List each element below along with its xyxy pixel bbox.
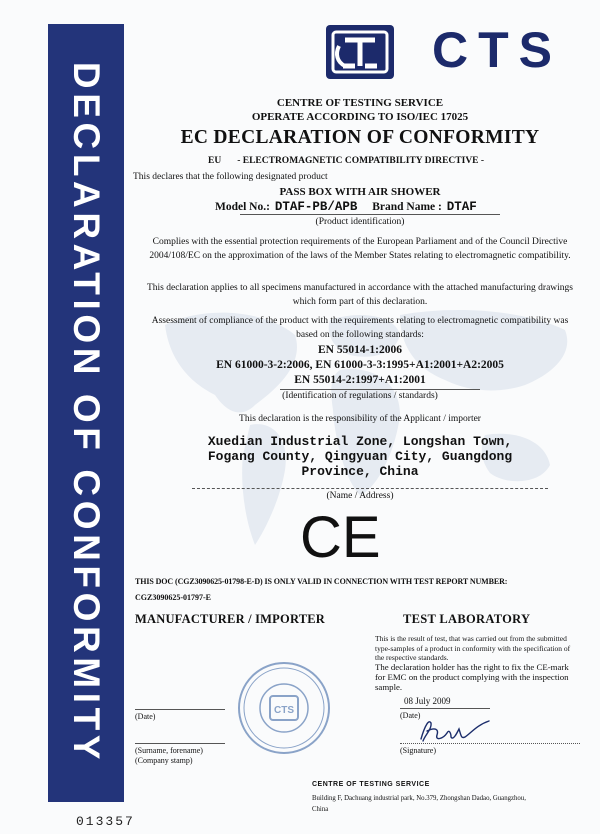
- document-title: EC DECLARATION OF CONFORMITY: [180, 127, 540, 148]
- standard-line: EN 55014-2:1997+A1:2001: [294, 374, 426, 386]
- address-line: Fogang County, Qingyuan City, Guangdong: [207, 449, 513, 464]
- vertical-title: DECLARATION OF CONFORMITY: [66, 61, 107, 765]
- lab-result-text: This is the result of test, that was carried out from the submitted type-samples of a product in conformity with the specification of the respective standards.: [375, 634, 571, 662]
- doc-validity-text: THIS DOC (CGZ3090625-01798-E-D) IS ONLY VALID IN CONNECTION WITH TEST REPORT NUMBER:: [135, 577, 508, 586]
- sidebar-banner: [48, 24, 124, 802]
- serial-number: 013357: [76, 814, 135, 829]
- lab-date-caption: (Date): [400, 711, 421, 720]
- lab-signature-caption: (Signature): [400, 746, 436, 755]
- model-label: Model No.:: [215, 201, 270, 213]
- report-number: CGZ3090625-01797-E: [135, 593, 211, 602]
- model-brand-line: [215, 200, 477, 214]
- applicant-address: [160, 434, 560, 479]
- product-id-caption: (Product identification): [315, 217, 405, 227]
- lab-date-line: [400, 708, 490, 709]
- manufacturer-date-line: [135, 709, 225, 710]
- address-divider: [192, 488, 548, 489]
- address-caption: (Name / Address): [326, 491, 394, 501]
- address-line: Xuedian Industrial Zone, Longshan Town,: [207, 434, 513, 449]
- accreditation-standard: OPERATE ACCORDING TO ISO/IEC 17025: [251, 111, 469, 123]
- manufacturer-heading: MANUFACTURER / IMPORTER: [135, 612, 326, 626]
- test-laboratory-heading: TEST LABORATORY: [403, 612, 531, 626]
- assessment-paragraph: Assessment of compliance of the product with the requirements relating to electromagnetic compatibility was based on the following standards:: [151, 316, 569, 340]
- responsibility-text: This declaration is the responsibility of the Applicant / importer: [239, 414, 481, 424]
- directive-name: - ELECTROMAGNETIC COMPATIBILITY DIRECTIVE -: [237, 156, 485, 166]
- standards-divider: [280, 389, 480, 390]
- lab-signature-line: [400, 743, 580, 744]
- directive-prefix: EU: [208, 156, 222, 166]
- ce-mark-icon: [300, 510, 382, 562]
- regulations-caption: (Identification of regulations / standards): [282, 391, 438, 401]
- standard-line: EN 55014-1:2006: [317, 344, 402, 356]
- manufacturer-signature-line: [135, 743, 225, 744]
- declares-text: This declares that the following designated product: [133, 172, 328, 182]
- standard-line: EN 61000-3-2:2006, EN 61000-3-3:1995+A1:2001+A2:2005: [216, 359, 504, 371]
- organization-name: CENTRE OF TESTING SERVICE: [276, 97, 444, 109]
- scope-paragraph: This declaration applies to all specimens manufactured in accordance with the attached manufacturing drawings which form part of this declaration.: [146, 283, 573, 307]
- manufacturer-date-caption: (Date): [135, 712, 156, 721]
- directive-line: [208, 156, 484, 166]
- brand-label: Brand Name :: [372, 201, 442, 213]
- stamp-text: CTS: [274, 705, 294, 716]
- model-number: DTAF-PB/APB: [274, 200, 358, 214]
- company-seal-stamp: [236, 660, 332, 756]
- product-name: PASS BOX WITH AIR SHOWER: [279, 186, 441, 198]
- brand-name: DTAF: [446, 200, 477, 214]
- lab-rights-text: The declaration holder has the right to fix the CE-mark for EMC on the product complying with the inspection sample.: [375, 662, 569, 692]
- cts-logo-icon: [325, 24, 395, 80]
- ce-mark-text: CE: [300, 510, 381, 562]
- manufacturer-name-caption: (Surname, forename): [135, 746, 203, 755]
- address-line: Province, China: [301, 464, 419, 479]
- product-divider: [240, 214, 500, 215]
- lab-date: 08 July 2009: [404, 696, 451, 706]
- manufacturer-stamp-caption: (Company stamp): [135, 756, 193, 765]
- footer-address: Building F, Dachuang industrial park, No.379, Zhongshan Dadao, Guangzhou, China: [312, 795, 526, 813]
- cts-wordmark: CTS: [432, 22, 562, 78]
- footer-organization: CENTRE OF TESTING SERVICE: [312, 781, 430, 788]
- compliance-paragraph: Complies with the essential protection requirements of the European Parliament and of the Council Directive 2004/108/EC on the approximation of the laws of the Member States relating to electromagnetic compatibility.: [149, 237, 571, 261]
- handwritten-signature: [415, 715, 495, 745]
